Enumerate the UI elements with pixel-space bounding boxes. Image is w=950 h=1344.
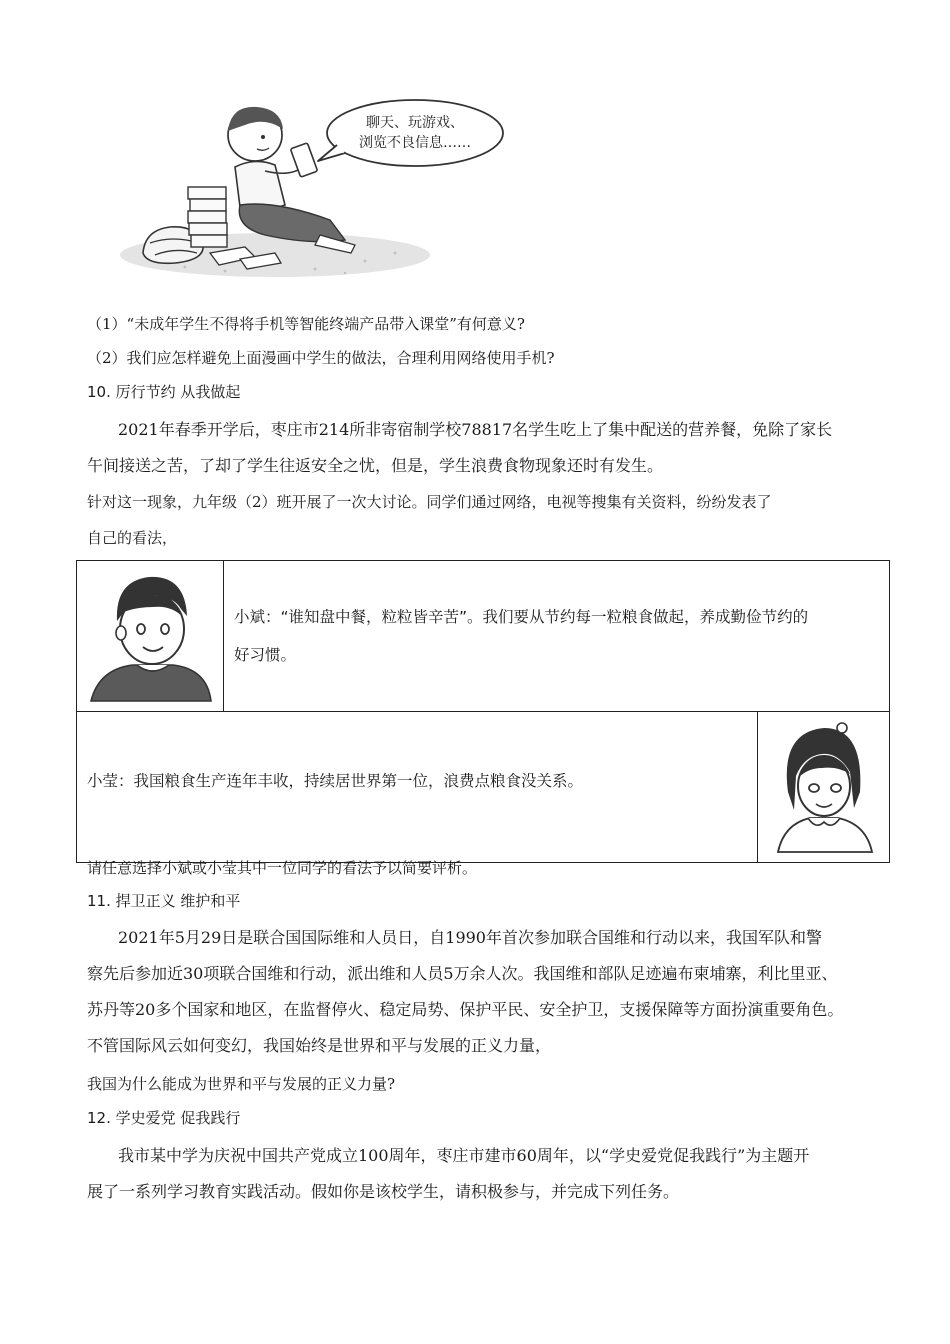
q11-line1: 2021年5月29日是联合国国际维和人员日，自1990年首次参加联合国维和行动以来，我国军队和警 xyxy=(118,928,822,947)
q10-paragraph2-line1: 针对这一现象，九年级（2）班开展了一次大讨论。同学们通过网络，电视等搜集有关资料，纷纷发表了 xyxy=(87,493,772,511)
q10-paragraph2-line2: 自己的看法， xyxy=(87,529,178,547)
q11-question: 我国为什么能成为世界和平与发展的正义力量? xyxy=(87,1075,396,1093)
q9-subquestion-2: （2）我们应怎样避免上面漫画中学生的做法，合理利用网络使用手机? xyxy=(87,349,555,367)
q11-line2: 察先后参加近30项联合国维和行动，派出维和人员5万余人次。我国维和部队足迹遍布柬埔寨，利比里亚、 xyxy=(87,964,838,983)
q11-line3: 苏丹等20多个国家和地区，在监督停火、稳定局势、保护平民、安全护卫，支援保障等方面扮演重要角色。 xyxy=(87,1000,844,1019)
q9-subquestion-1: （1）“未成年学生不得将手机等智能终端产品带入课堂”有何意义? xyxy=(87,315,525,333)
bubble-text-line2: 浏览不良信息…… xyxy=(359,135,471,151)
q12-line2: 展了一系列学习教育实践活动。假如你是该校学生，请积极参与，并完成下列任务。 xyxy=(87,1182,680,1201)
q11-title: 捍卫正义 维护和平 xyxy=(115,892,241,910)
xiaobin-speech-line1: 小斌：“谁知盘中餐，粒粒皆辛苦”。我们要从节约每一粒粮食做起，养成勤俭节约的 xyxy=(234,608,809,626)
xiaoying-portrait-cell xyxy=(758,712,890,863)
xiaoying-speech-cell xyxy=(77,712,758,863)
q12-line1: 我市某中学为庆祝中国共产党成立100周年，枣庄市建市60周年，以“学史爱党促我践行”为主题开 xyxy=(118,1146,810,1165)
opinions-table xyxy=(76,560,890,863)
q10-paragraph1-line2: 午间接送之苦，了却了学生往返安全之忧，但是，学生浪费食物现象还时有发生。 xyxy=(87,456,664,475)
xiaobin-portrait-cell xyxy=(77,561,224,712)
q10-number: 10. xyxy=(87,383,111,401)
q10-title: 厉行节约 从我做起 xyxy=(115,383,241,401)
q12-number: 12. xyxy=(87,1109,111,1127)
xiaoying-row xyxy=(77,712,890,863)
q11-line4: 不管国际风云如何变幻，我国始终是世界和平与发展的正义力量， xyxy=(87,1036,552,1055)
q10-heading xyxy=(87,382,240,402)
cartoon-drawing xyxy=(115,95,510,285)
cartoon-illustration xyxy=(115,95,510,285)
xiaobin-speech-line2: 好习惯。 xyxy=(234,646,297,664)
q12-heading xyxy=(87,1108,240,1128)
xiaoying-speech: 小莹：我国粮食生产连年丰收，持续居世界第一位，浪费点粮食没关系。 xyxy=(87,772,584,790)
q12-title: 学史爱党 促我践行 xyxy=(115,1109,241,1127)
q10-paragraph1-line1: 2021年春季开学后，枣庄市214所非寄宿制学校78817名学生吃上了集中配送的营养餐，免除了家长 xyxy=(118,420,833,439)
q10-task: 请任意选择小斌或小莹其中一位同学的看法予以简要评析。 xyxy=(87,859,478,877)
bubble-text-line1: 聊天、玩游戏、 xyxy=(366,115,464,131)
boy-portrait xyxy=(77,561,223,707)
xiaobin-row xyxy=(77,561,890,712)
q11-heading xyxy=(87,891,240,911)
q11-number: 11. xyxy=(87,892,111,910)
girl-portrait xyxy=(758,712,889,858)
xiaobin-speech-cell xyxy=(224,561,890,712)
